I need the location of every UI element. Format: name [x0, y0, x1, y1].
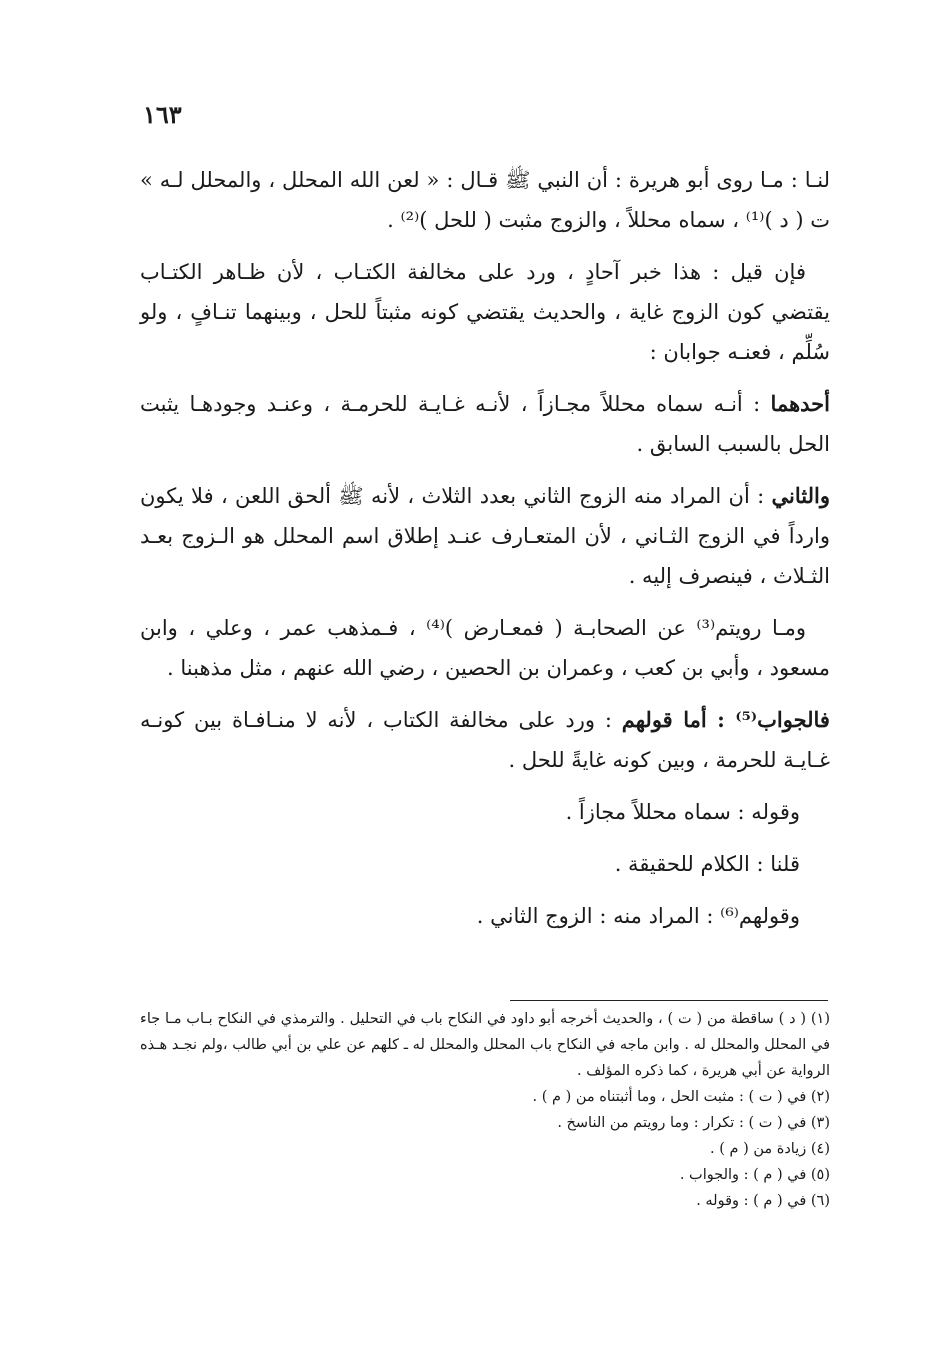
footnote-2: (٢) في ( ت ) : مثبت الحل ، وما أثبتناه من ( م ) . [532, 1089, 830, 1105]
paragraph-9 [140, 896, 800, 936]
paragraph-1 [140, 160, 830, 240]
paragraph-3-lead: أحدهما [770, 391, 830, 416]
paragraph-8-text: قلنا : الكلام للحقيقة . [614, 852, 800, 876]
page-number: ١٦٣ [143, 100, 182, 129]
paragraph-5-text: ومـا رويتم⁽³⁾ عن الصحابـة ( فمعـارض )⁽⁴⁾ ، فـمذهب عمر ، وعلي ، وابن مسعود ، وأبي بن كعب ، وعمران بن الحصين ، رضي الله عنهم ، مثل مذهبنا . [140, 616, 830, 680]
footnote-1: (١) ( د ) ساقطة من ( ت ) ، والحديث أخرجه أبو داود في النكاح باب في التحليل . والترمذي في النكاح بـاب مـا جاء في المحلل والمحلل له . وابن ماجه في النكاح باب المحلل والمحلل له ـ كلهم عن علي بن أبي طالب ،ولم نجـد هـذه الرواية عن أبي هريرة ، كما ذكره المؤلف . [140, 1011, 830, 1079]
main-text [140, 160, 830, 948]
paragraph-2 [140, 252, 830, 372]
paragraph-6 [140, 700, 830, 780]
paragraph-7-text: وقوله : سماه محللاً مجازاً . [565, 800, 800, 824]
footnotes [140, 1006, 830, 1214]
footnote-6: (٦) في ( م ) : وقوله . [696, 1193, 830, 1209]
paragraph-4-lead: والثاني [771, 483, 830, 508]
paragraph-4-text: : أن المراد منه الزوج الثاني بعدد الثلاث ، لأنه ﷺ ألحق اللعن ، فلا يكون وارداً في الزوج الثـاني ، لأن المتعـارف عنـد إطلاق اسم المحلل هو الـزوج بعـد الثـلاث ، فينصرف إليه . [140, 484, 830, 588]
paragraph-3-text: : أنـه سماه محللاً مجـازاً ، لأنـه غـايـة للحرمـة ، وعنـد وجودهـا يثبت الحل بالسبب السابق . [140, 392, 830, 456]
paragraph-8 [140, 844, 800, 884]
paragraph-1-text: لنـا : مـا روى أبو هريرة : أن النبي ﷺ قـال : « لعن الله المحلل ، والمحلل لـه » ت ( د )⁽¹⁾ ، سماه محللاً ، والزوج مثبت ( للحل )⁽²⁾ . [140, 168, 830, 232]
footnote-5: (٥) في ( م ) : والجواب . [679, 1167, 830, 1183]
footnote-4: (٤) زيادة من ( م ) . [710, 1141, 830, 1157]
footnote-divider [510, 1000, 828, 1001]
paragraph-9-text: وقولهم⁽⁶⁾ : المراد منه : الزوج الثاني . [476, 904, 800, 928]
paragraph-6-text: : ورد على مخالفة الكتاب ، لأنه لا منـافـاة بين كونـه غـايـة للحرمة ، وبين كونه غايةً للحل . [140, 708, 830, 772]
paragraph-7 [140, 792, 800, 832]
footnote-3: (٣) في ( ت ) : تكرار : وما رويتم من الناسخ . [557, 1115, 830, 1131]
paragraph-5 [140, 608, 830, 688]
paragraph-4 [140, 476, 830, 596]
paragraph-2-text: فإن قيل : هذا خبر آحادٍ ، ورد على مخالفة الكتـاب ، لأن ظـاهر الكتـاب يقتضي كون الزوج غاية ، والحديث يقتضي كونه مثبتاً للحل ، وبينهما تنـافٍ ، ولو سُلِّم ، فعنـه جوابان : [140, 260, 830, 364]
paragraph-6-lead: فالجواب⁽⁵⁾ : أما قولهم [621, 707, 830, 732]
paragraph-3 [140, 384, 830, 464]
